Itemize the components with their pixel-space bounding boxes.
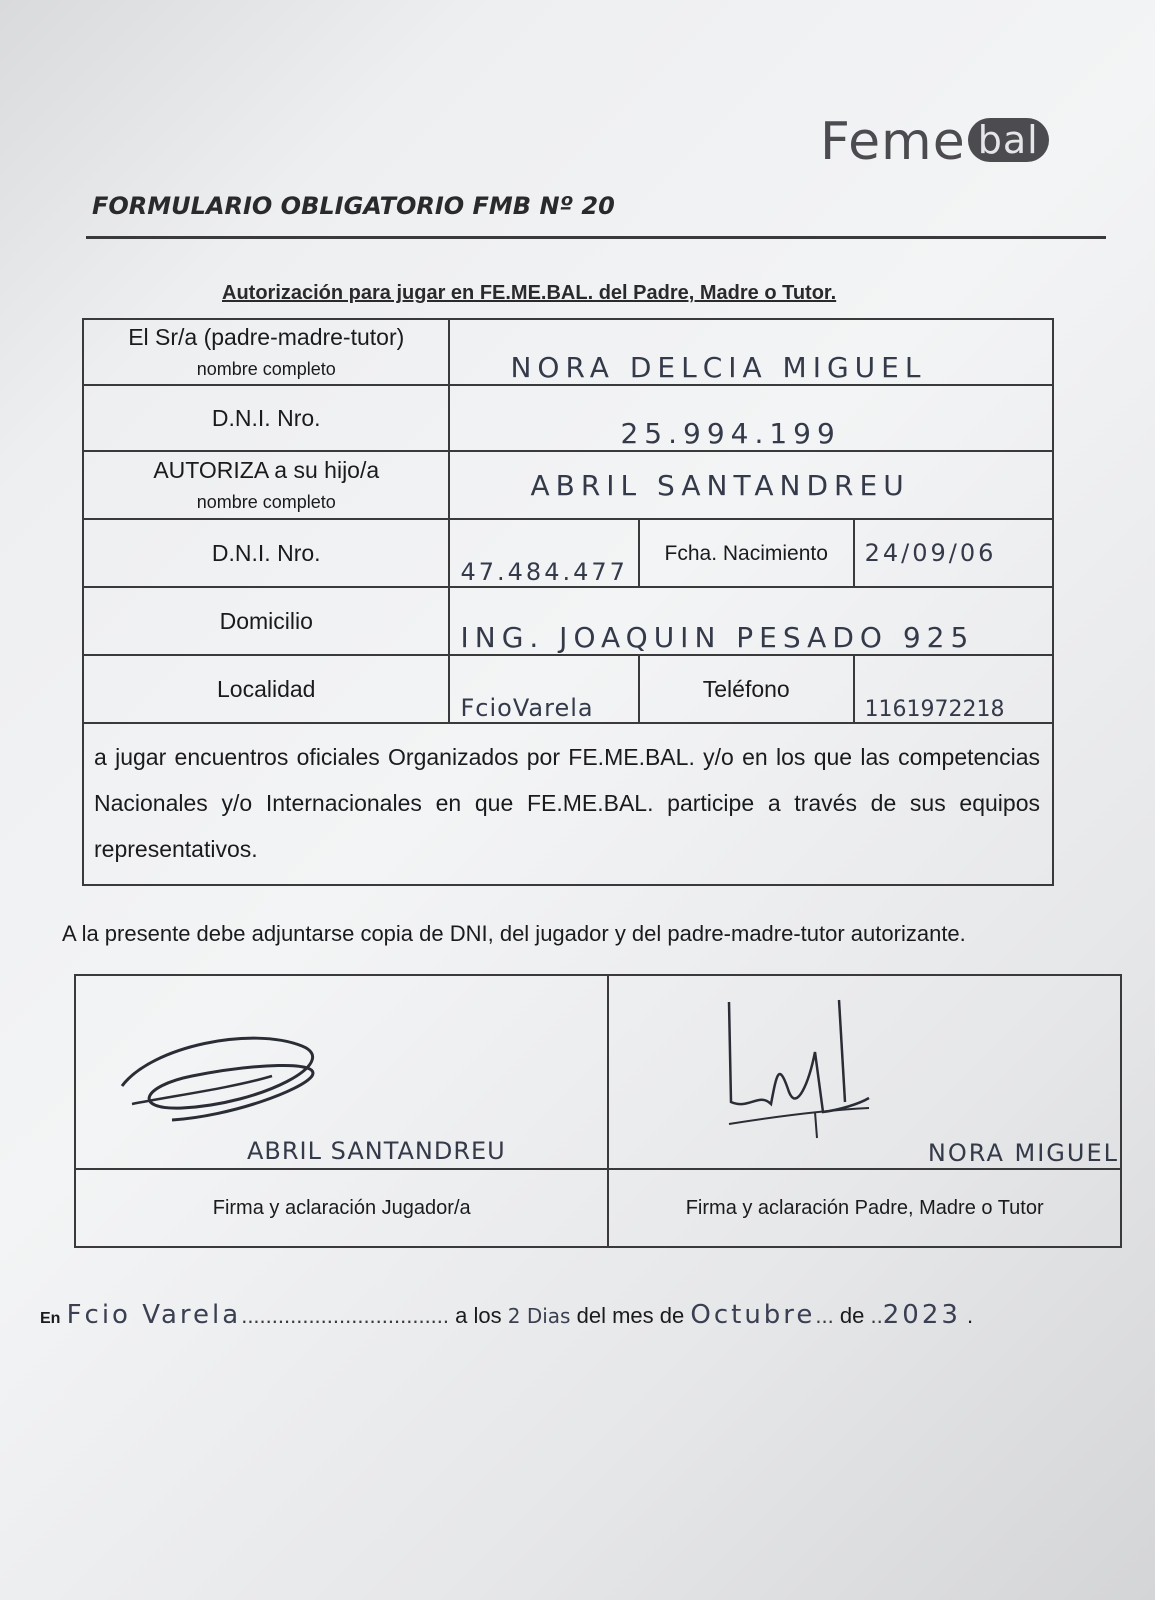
attachment-note: A la presente debe adjuntarse copia de DNI, del jugador y del padre-madre-tutor autorizante. <box>62 921 966 946</box>
birth-label: Fcha. Nacimiento <box>664 542 828 565</box>
parent-label-cell <box>83 319 449 385</box>
authorization-paragraph: a jugar encuentros oficiales Organizados por FE.ME.BAL. y/o en los que las competencias Nacionales y/o Internacionales en que FE.ME.BAL. participe a través de sus equipos representativos. <box>83 723 1053 885</box>
signature-table <box>74 974 1122 1248</box>
parent-signature-image <box>719 992 899 1142</box>
phone-value: 1161972218 <box>864 697 1005 722</box>
city-label: Localidad <box>217 675 316 702</box>
femebal-logo <box>820 112 1049 172</box>
parent-dni-field[interactable] <box>449 385 1053 451</box>
player-signature-box[interactable] <box>75 975 608 1169</box>
place-date-line <box>40 1300 973 1330</box>
parent-label: El Sr/a (padre-madre-tutor) <box>128 324 405 350</box>
child-dni-value: 47.484.477 <box>460 558 628 586</box>
year-label: de <box>839 1303 865 1328</box>
player-printed-name: ABRIL SANTANDREU <box>247 1137 506 1165</box>
child-dni-label-cell <box>83 519 449 587</box>
end-mark: . <box>967 1303 974 1328</box>
en-label: En <box>40 1310 61 1327</box>
month-value: Octubre <box>690 1300 816 1330</box>
logo-ball-text: bal <box>968 118 1049 162</box>
child-sublabel: nombre completo <box>196 492 336 512</box>
form-subtitle: Autorización para jugar en FE.ME.BAL. del Padre, Madre o Tutor. <box>222 282 837 304</box>
birth-date-field[interactable] <box>854 519 1053 587</box>
day-value: 2 Dias <box>507 1304 571 1328</box>
city-value: FcioVarela <box>460 694 594 722</box>
title-rule <box>86 236 1106 239</box>
parent-dni-label-cell <box>83 385 449 451</box>
month-field[interactable]: Octubre... <box>690 1300 834 1330</box>
child-name-value: ABRIL SANTANDREU <box>530 468 910 502</box>
child-label-cell <box>83 451 449 519</box>
parent-dni-value: 25.994.199 <box>620 417 841 450</box>
year-value: 2023 <box>882 1300 961 1330</box>
city-field[interactable] <box>449 655 638 723</box>
city-label-cell <box>83 655 449 723</box>
parent-dni-label: D.N.I. Nro. <box>211 404 321 431</box>
a-los-label: a los <box>455 1303 502 1328</box>
parent-printed-name: NORA MIGUEL <box>927 1139 1119 1167</box>
parent-signature-box[interactable] <box>608 975 1121 1169</box>
child-label: AUTORIZA a su hijo/a <box>153 457 380 483</box>
parent-name-field[interactable] <box>449 319 1053 385</box>
child-dni-label: D.N.I. Nro. <box>211 539 321 566</box>
place-field[interactable]: Fcio Varela.................................. <box>66 1300 450 1330</box>
month-label: del mes de <box>576 1303 685 1328</box>
child-name-field[interactable] <box>449 451 1053 519</box>
address-label: Domicilio <box>219 607 313 634</box>
phone-field[interactable] <box>854 655 1053 723</box>
parent-name-line <box>610 1139 1119 1167</box>
player-name-line <box>77 1137 606 1167</box>
place-value: Fcio Varela <box>66 1300 242 1330</box>
player-signature-caption: Firma y aclaración Jugador/a <box>75 1169 608 1247</box>
day-field[interactable] <box>508 1303 571 1328</box>
address-value: ING. JOAQUIN PESADO 925 <box>460 621 975 654</box>
parent-name-value: NORA DELCIA MIGUEL <box>510 351 927 384</box>
address-field[interactable] <box>449 587 1053 655</box>
player-signature-image <box>112 1016 412 1126</box>
child-dni-field[interactable] <box>449 519 638 587</box>
phone-label-cell <box>639 655 854 723</box>
logo-main-text: Feme <box>820 112 966 172</box>
birth-label-cell <box>639 519 854 587</box>
birth-date-value: 24/09/06 <box>864 539 997 567</box>
address-label-cell <box>83 587 449 655</box>
parent-sublabel: nombre completo <box>196 359 336 379</box>
phone-label: Teléfono <box>702 675 790 702</box>
parent-signature-caption: Firma y aclaración Padre, Madre o Tutor <box>608 1169 1121 1247</box>
authorization-table <box>82 318 1054 886</box>
year-field[interactable]: ..2023 <box>870 1300 961 1330</box>
form-title: FORMULARIO OBLIGATORIO FMB Nº 20 <box>92 192 615 220</box>
